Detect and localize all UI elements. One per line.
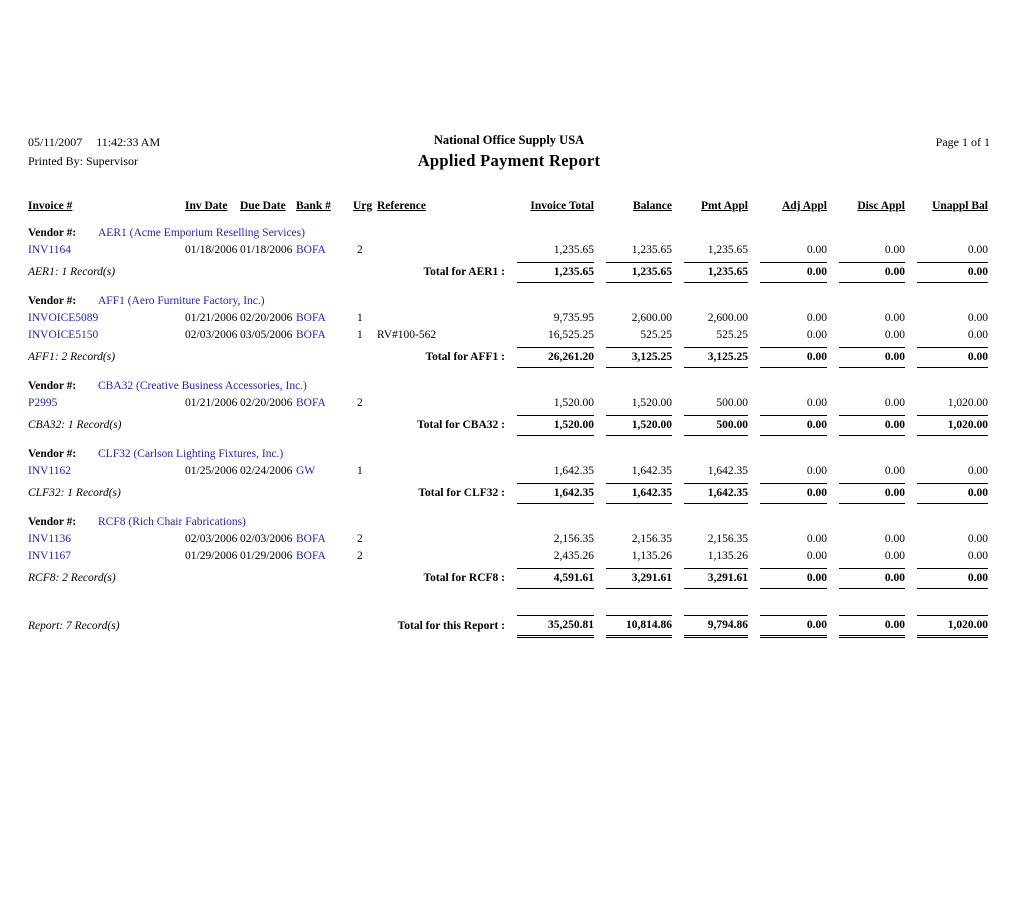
adj-appl-cell: 0.00 <box>806 329 827 341</box>
pmt-appl-cell: 2,600.00 <box>707 312 748 324</box>
group-total-adj-appl: 0.00 <box>760 483 827 504</box>
vendor-link[interactable]: RCF8 (Rich Chair Fabrications) <box>98 516 246 528</box>
group-total-label: Total for RCF8 : <box>423 572 505 584</box>
group-total-row <box>28 483 990 504</box>
invoice-number-link[interactable]: INV1164 <box>28 244 72 256</box>
group-total-row <box>28 347 990 368</box>
invoice-row <box>28 327 990 344</box>
print-time: 11:42:33 AM <box>96 135 161 149</box>
printed-by: Printed By: Supervisor <box>28 154 138 168</box>
group-record-count: CBA32: 1 Record(s) <box>28 419 122 431</box>
report-total-adj-appl: 0.00 <box>760 615 827 638</box>
group-total-label: Total for AER1 : <box>423 266 505 278</box>
pmt-appl-cell: 2,156.35 <box>707 533 748 545</box>
vendor-group <box>28 225 990 283</box>
invoice-total-cell: 9,735.95 <box>553 312 594 324</box>
group-total-unappl-bal: 1,020.00 <box>917 415 988 436</box>
due-date-cell: 02/20/2006 <box>240 397 293 409</box>
vendor-header-row <box>28 514 990 531</box>
due-date-cell: 03/05/2006 <box>240 329 293 341</box>
group-total-adj-appl: 0.00 <box>760 415 827 436</box>
inv-date-cell: 01/18/2006 <box>185 244 238 256</box>
report-total-pmt-appl: 9,794.86 <box>684 615 748 638</box>
vendor-group <box>28 446 990 504</box>
invoice-total-cell: 2,156.35 <box>553 533 594 545</box>
balance-cell: 525.25 <box>640 329 672 341</box>
reference-cell <box>377 310 505 327</box>
column-header-due-date: Due Date <box>240 200 286 212</box>
reference-cell <box>377 395 505 412</box>
unappl-bal-cell: 0.00 <box>967 312 988 324</box>
report-total-unappl-bal: 1,020.00 <box>917 615 988 638</box>
due-date-cell: 02/20/2006 <box>240 312 293 324</box>
unappl-bal-cell: 0.00 <box>967 244 988 256</box>
inv-date-cell: 02/03/2006 <box>185 533 238 545</box>
adj-appl-cell: 0.00 <box>806 465 827 477</box>
invoice-number-link[interactable]: P2995 <box>28 397 58 409</box>
adj-appl-cell: 0.00 <box>806 550 827 562</box>
urgency-cell: 1 <box>357 465 363 477</box>
column-header-reference: Reference <box>377 200 426 212</box>
column-header-invoice: Invoice # <box>28 200 73 212</box>
invoice-row <box>28 242 990 259</box>
group-total-adj-appl: 0.00 <box>760 568 827 589</box>
disc-appl-cell: 0.00 <box>884 312 905 324</box>
due-date-cell: 01/29/2006 <box>240 550 293 562</box>
balance-cell: 2,156.35 <box>631 533 672 545</box>
column-header-pmt-appl: Pmt Appl <box>701 200 748 212</box>
bank-number-link[interactable]: BOFA <box>296 550 326 562</box>
inv-date-cell: 01/21/2006 <box>185 397 238 409</box>
group-total-balance: 3,125.25 <box>606 347 672 368</box>
vendor-groups <box>28 225 990 589</box>
adj-appl-cell: 0.00 <box>806 397 827 409</box>
group-total-unappl-bal: 0.00 <box>917 483 988 504</box>
urgency-cell: 2 <box>357 533 363 545</box>
inv-date-cell: 01/29/2006 <box>185 550 238 562</box>
balance-cell: 1,235.65 <box>631 244 672 256</box>
pmt-appl-cell: 525.25 <box>716 329 748 341</box>
report-record-count: Report: 7 Record(s) <box>28 620 120 632</box>
column-header-urg: Urg <box>353 200 373 212</box>
disc-appl-cell: 0.00 <box>884 244 905 256</box>
adj-appl-cell: 0.00 <box>806 533 827 545</box>
bank-number-link[interactable]: BOFA <box>296 244 326 256</box>
report-total-label: Total for this Report : <box>397 620 505 632</box>
group-total-unappl-bal: 0.00 <box>917 568 988 589</box>
unappl-bal-cell: 1,020.00 <box>947 397 988 409</box>
report-total-disc-appl: 0.00 <box>839 615 905 638</box>
balance-cell: 2,600.00 <box>631 312 672 324</box>
inv-date-cell: 01/25/2006 <box>185 465 238 477</box>
group-total-adj-appl: 0.00 <box>760 262 827 283</box>
pmt-appl-cell: 1,642.35 <box>707 465 748 477</box>
invoice-total-cell: 1,642.35 <box>553 465 594 477</box>
invoice-total-cell: 16,525.25 <box>548 329 594 341</box>
inv-date-cell: 01/21/2006 <box>185 312 238 324</box>
adj-appl-cell: 0.00 <box>806 312 827 324</box>
vendor-link[interactable]: CLF32 (Carlson Lighting Fixtures, Inc.) <box>98 448 284 460</box>
bank-number-link[interactable]: BOFA <box>296 533 326 545</box>
pmt-appl-cell: 500.00 <box>716 397 748 409</box>
column-header-adj-appl: Adj Appl <box>781 200 827 212</box>
group-record-count: CLF32: 1 Record(s) <box>28 487 121 499</box>
company-name: National Office Supply USA <box>433 133 585 147</box>
page-header <box>28 133 990 177</box>
pmt-appl-cell: 1,135.26 <box>707 550 748 562</box>
vendor-number-label: Vendor #: <box>28 516 77 528</box>
invoice-number-link[interactable]: INV1167 <box>28 550 72 562</box>
vendor-group <box>28 378 990 436</box>
urgency-cell: 2 <box>357 244 363 256</box>
invoice-total-cell: 2,435.26 <box>553 550 594 562</box>
column-header-inv-date: Inv Date <box>185 200 228 212</box>
report-total-balance: 10,814.86 <box>606 615 672 638</box>
urgency-cell: 2 <box>357 550 363 562</box>
vendor-link[interactable]: AER1 (Acme Emporium Reselling Services) <box>98 227 305 239</box>
group-total-disc-appl: 0.00 <box>839 415 905 436</box>
group-total-label: Total for AFF1 : <box>425 351 505 363</box>
group-record-count: AER1: 1 Record(s) <box>28 266 116 278</box>
print-date: 05/11/2007 <box>28 135 83 149</box>
group-total-disc-appl: 0.00 <box>839 347 905 368</box>
invoice-row <box>28 531 990 548</box>
group-total-invoice-total: 4,591.61 <box>517 568 594 589</box>
invoice-total-cell: 1,520.00 <box>553 397 594 409</box>
urgency-cell: 1 <box>357 312 363 324</box>
group-total-adj-appl: 0.00 <box>760 347 827 368</box>
vendor-number-label: Vendor #: <box>28 380 77 392</box>
reference-cell: RV#100-562 <box>377 329 437 341</box>
disc-appl-cell: 0.00 <box>884 397 905 409</box>
column-header-unappl-bal: Unappl Bal <box>932 200 988 212</box>
group-total-balance: 3,291.61 <box>606 568 672 589</box>
column-headers <box>28 198 990 215</box>
group-total-pmt-appl: 3,125.25 <box>684 347 748 368</box>
invoice-row <box>28 463 990 480</box>
inv-date-cell: 02/03/2006 <box>185 329 238 341</box>
group-total-disc-appl: 0.00 <box>839 568 905 589</box>
group-total-invoice-total: 26,261.20 <box>517 347 594 368</box>
invoice-total-cell: 1,235.65 <box>553 244 594 256</box>
pmt-appl-cell: 1,235.65 <box>707 244 748 256</box>
group-total-pmt-appl: 3,291.61 <box>684 568 748 589</box>
unappl-bal-cell: 0.00 <box>967 533 988 545</box>
bank-number-link[interactable]: BOFA <box>296 329 326 341</box>
disc-appl-cell: 0.00 <box>884 550 905 562</box>
urgency-cell: 1 <box>357 329 363 341</box>
group-total-label: Total for CLF32 : <box>418 487 505 499</box>
unappl-bal-cell: 0.00 <box>967 550 988 562</box>
column-header-balance: Balance <box>633 200 672 212</box>
invoice-row <box>28 310 990 327</box>
due-date-cell: 02/03/2006 <box>240 533 293 545</box>
group-total-label: Total for CBA32 : <box>417 419 505 431</box>
column-header-disc-appl: Disc Appl <box>857 200 905 212</box>
group-total-invoice-total: 1,520.00 <box>517 415 594 436</box>
balance-cell: 1,520.00 <box>631 397 672 409</box>
column-header-invoice-total: Invoice Total <box>530 200 594 212</box>
vendor-group <box>28 293 990 368</box>
vendor-header-row <box>28 378 990 395</box>
invoice-number-link[interactable]: INVOICE5089 <box>28 312 99 324</box>
page-number: Page 1 of 1 <box>935 135 990 149</box>
vendor-number-label: Vendor #: <box>28 448 77 460</box>
reference-cell <box>377 463 505 480</box>
group-total-pmt-appl: 1,235.65 <box>684 262 748 283</box>
report-title: Applied Payment Report <box>417 151 601 170</box>
applied-payment-report <box>28 133 990 638</box>
vendor-group <box>28 514 990 589</box>
group-total-balance: 1,642.35 <box>606 483 672 504</box>
balance-cell: 1,135.26 <box>631 550 672 562</box>
vendor-header-row <box>28 293 990 310</box>
reference-cell <box>377 548 505 565</box>
vendor-link[interactable]: AFF1 (Aero Furniture Factory, Inc.) <box>98 295 265 307</box>
report-total-row <box>28 615 990 638</box>
disc-appl-cell: 0.00 <box>884 533 905 545</box>
vendor-header-row <box>28 225 990 242</box>
group-record-count: RCF8: 2 Record(s) <box>28 572 116 584</box>
group-total-disc-appl: 0.00 <box>839 262 905 283</box>
reference-cell <box>377 242 505 259</box>
urgency-cell: 2 <box>357 397 363 409</box>
group-total-invoice-total: 1,642.35 <box>517 483 594 504</box>
group-total-invoice-total: 1,235.65 <box>517 262 594 283</box>
unappl-bal-cell: 0.00 <box>967 465 988 477</box>
disc-appl-cell: 0.00 <box>884 329 905 341</box>
bank-number-link[interactable]: BOFA <box>296 312 326 324</box>
bank-number-link[interactable]: BOFA <box>296 397 326 409</box>
balance-cell: 1,642.35 <box>631 465 672 477</box>
adj-appl-cell: 0.00 <box>806 244 827 256</box>
group-total-pmt-appl: 1,642.35 <box>684 483 748 504</box>
group-total-row <box>28 415 990 436</box>
reference-cell <box>377 531 505 548</box>
group-total-unappl-bal: 0.00 <box>917 262 988 283</box>
invoice-number-link[interactable]: INVOICE5150 <box>28 329 99 341</box>
vendor-link[interactable]: CBA32 (Creative Business Accessories, Inc.) <box>98 380 307 392</box>
group-total-pmt-appl: 500.00 <box>684 415 748 436</box>
vendor-number-label: Vendor #: <box>28 227 77 239</box>
disc-appl-cell: 0.00 <box>884 465 905 477</box>
group-total-row <box>28 568 990 589</box>
invoice-row <box>28 548 990 565</box>
column-header-bank: Bank # <box>296 200 331 212</box>
due-date-cell: 02/24/2006 <box>240 465 293 477</box>
unappl-bal-cell: 0.00 <box>967 329 988 341</box>
group-total-row <box>28 262 990 283</box>
due-date-cell: 01/18/2006 <box>240 244 293 256</box>
invoice-number-link[interactable]: INV1162 <box>28 465 72 477</box>
vendor-header-row <box>28 446 990 463</box>
group-total-unappl-bal: 0.00 <box>917 347 988 368</box>
group-total-balance: 1,520.00 <box>606 415 672 436</box>
invoice-number-link[interactable]: INV1136 <box>28 533 72 545</box>
group-total-balance: 1,235.65 <box>606 262 672 283</box>
invoice-row <box>28 395 990 412</box>
group-total-disc-appl: 0.00 <box>839 483 905 504</box>
vendor-number-label: Vendor #: <box>28 295 77 307</box>
bank-number-link[interactable]: GW <box>296 465 316 477</box>
report-total-invoice-total: 35,250.81 <box>517 615 594 638</box>
group-record-count: AFF1: 2 Record(s) <box>28 351 116 363</box>
